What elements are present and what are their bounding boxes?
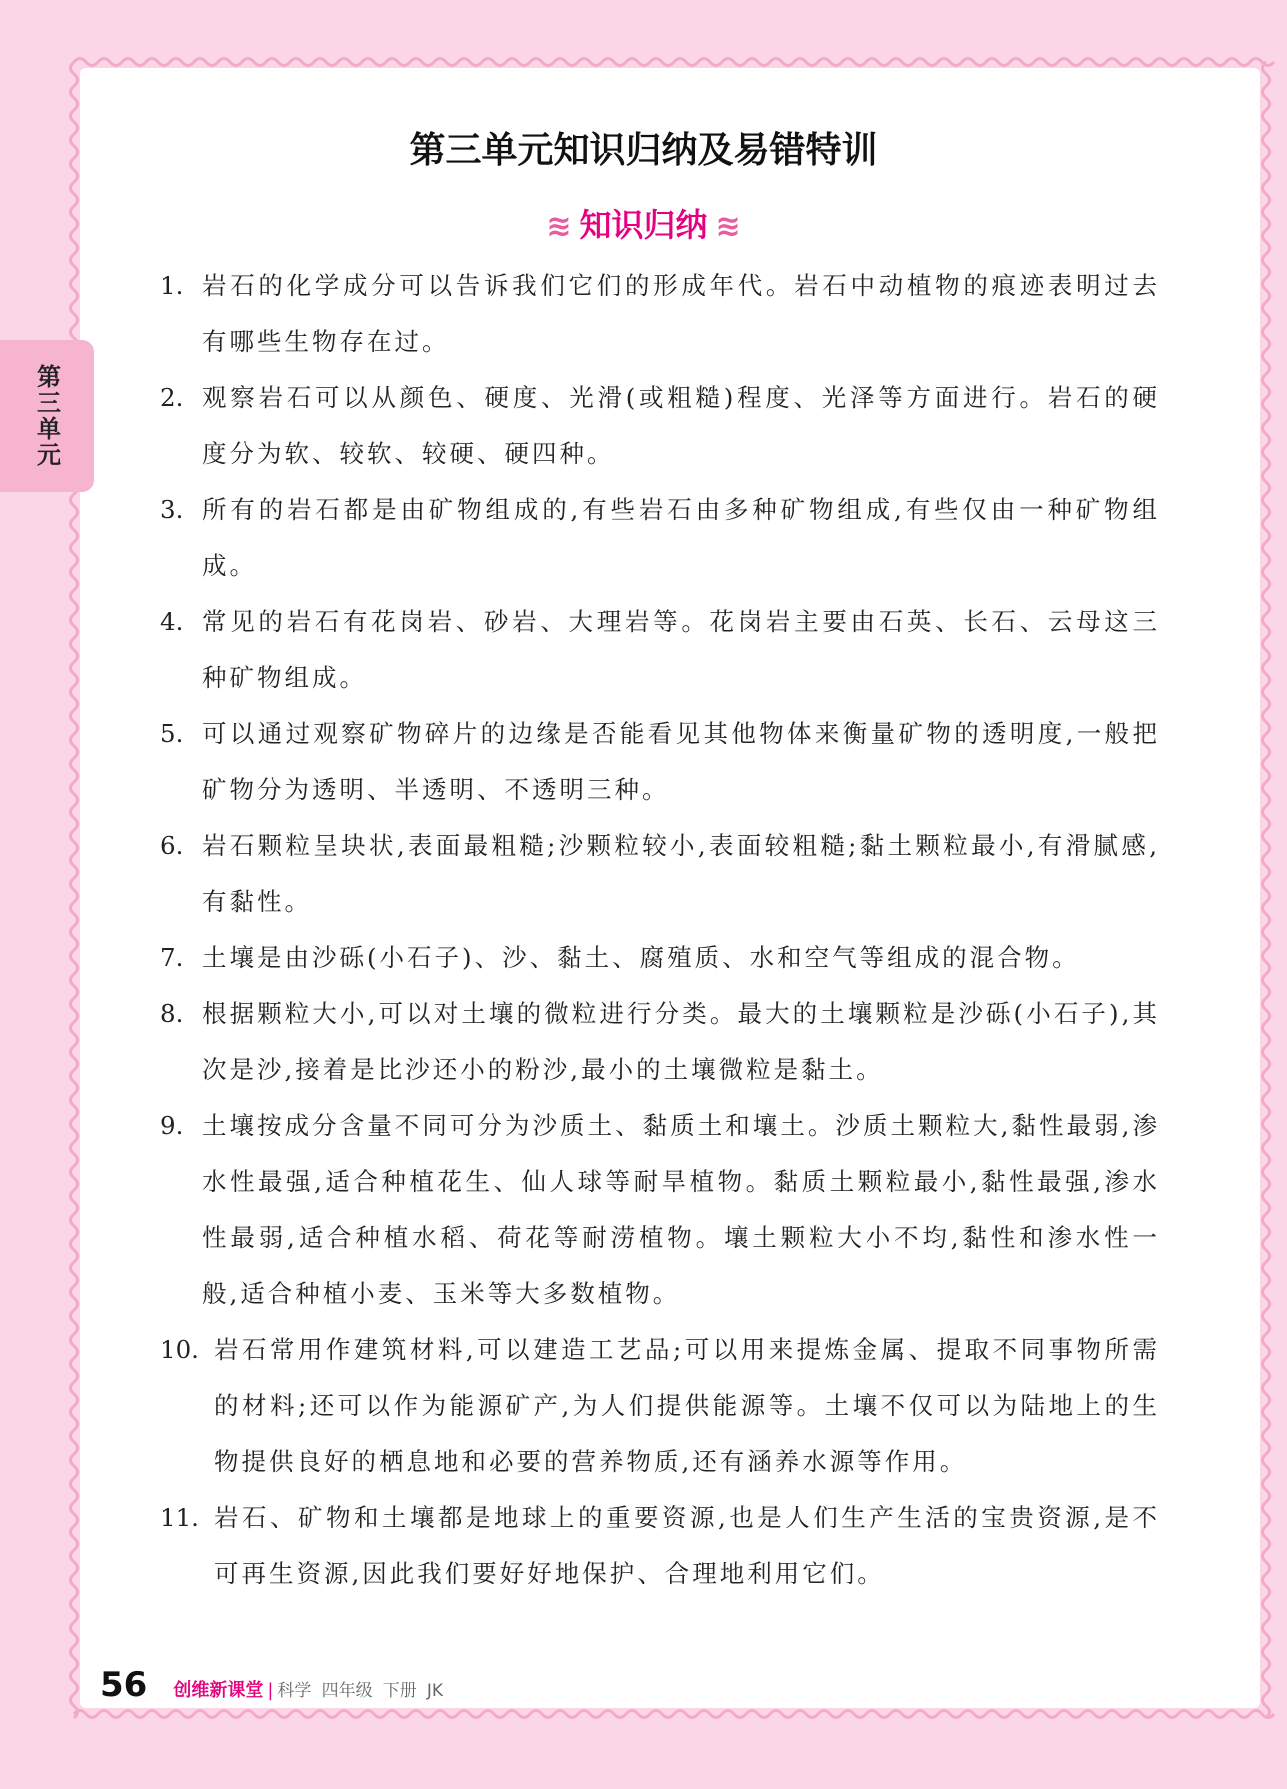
list-item bbox=[160, 706, 1160, 818]
item-text: 根据颗粒大小,可以对土壤的微粒进行分类。最大的土壤颗粒是沙砾(小石子),其次是沙,接着是比沙还小的粉沙,最小的土壤微粒是黏土。 bbox=[202, 999, 1160, 1084]
footer-brand: 创维新课堂 bbox=[173, 1680, 264, 1701]
footer-volume: 下册 bbox=[382, 1681, 417, 1701]
item-number: 2. bbox=[160, 383, 184, 412]
list-item bbox=[160, 1322, 1160, 1490]
list-item bbox=[160, 1098, 1160, 1322]
item-text: 常见的岩石有花岗岩、砂岩、大理岩等。花岗岩主要由石英、长石、云母这三种矿物组成。 bbox=[202, 607, 1160, 692]
list-item bbox=[160, 986, 1160, 1098]
item-text: 所有的岩石都是由矿物组成的,有些岩石由多种矿物组成,有些仅由一种矿物组成。 bbox=[202, 495, 1160, 580]
page-footer bbox=[100, 1665, 443, 1705]
wave-decoration-right-icon: ≋ bbox=[715, 209, 741, 244]
item-number: 8. bbox=[160, 999, 184, 1028]
item-number: 3. bbox=[160, 495, 184, 524]
item-text: 岩石、矿物和土壤都是地球上的重要资源,也是人们生产生活的宝贵资源,是不可再生资源,因此我们要好好地保护、合理地利用它们。 bbox=[214, 1503, 1160, 1588]
item-text: 土壤按成分含量不同可分为沙质土、黏质土和壤土。沙质土颗粒大,黏性最弱,渗水性最强,适合种植花生、仙人球等耐旱植物。黏质土颗粒最小,黏性最强,渗水性最弱,适合种植水稻、荷花等耐涝植物。壤土颗粒大小不均,黏性和渗水性一般,适合种植小麦、玉米等大多数植物。 bbox=[202, 1111, 1160, 1308]
knowledge-list bbox=[160, 258, 1160, 1602]
item-number: 10. bbox=[160, 1335, 199, 1364]
item-number: 7. bbox=[160, 943, 184, 972]
item-text: 岩石常用作建筑材料,可以建造工艺品;可以用来提炼金属、提取不同事物所需的材料;还可以作为能源矿产,为人们提供能源等。土壤不仅可以为陆地上的生物提供良好的栖息地和必要的营养物质,还有涵养水源等作用。 bbox=[214, 1335, 1160, 1476]
section-heading-label: 知识归纳 bbox=[579, 206, 708, 244]
item-number: 5. bbox=[160, 719, 184, 748]
footer-grade: 四年级 bbox=[321, 1681, 373, 1701]
item-number: 9. bbox=[160, 1111, 184, 1140]
footer-edition: JK bbox=[426, 1681, 444, 1701]
page-title: 第三单元知识归纳及易错特训 bbox=[409, 130, 878, 171]
list-item bbox=[160, 594, 1160, 706]
item-number: 6. bbox=[160, 831, 184, 860]
list-item bbox=[160, 818, 1160, 930]
list-item bbox=[160, 258, 1160, 370]
footer-separator: | bbox=[267, 1680, 274, 1701]
item-text: 土壤是由沙砾(小石子)、沙、黏土、腐殖质、水和空气等组成的混合物。 bbox=[202, 943, 1080, 972]
unit-side-tab-label: 第三单元 bbox=[32, 364, 61, 468]
item-number: 11. bbox=[160, 1503, 199, 1532]
item-number: 4. bbox=[160, 607, 184, 636]
item-text: 观察岩石可以从颜色、硬度、光滑(或粗糙)程度、光泽等方面进行。岩石的硬度分为软、较软、较硬、硬四种。 bbox=[202, 383, 1160, 468]
wave-decoration-left-icon: ≋ bbox=[546, 209, 572, 244]
footer-subject: 科学 bbox=[277, 1681, 312, 1701]
list-item bbox=[160, 1490, 1160, 1602]
item-number: 1. bbox=[160, 271, 184, 300]
page-number: 56 bbox=[100, 1665, 148, 1705]
list-item bbox=[160, 482, 1160, 594]
list-item bbox=[160, 370, 1160, 482]
list-item bbox=[160, 930, 1160, 986]
item-text: 岩石的化学成分可以告诉我们它们的形成年代。岩石中动植物的痕迹表明过去有哪些生物存在过。 bbox=[202, 271, 1160, 356]
item-text: 可以通过观察矿物碎片的边缘是否能看见其他物体来衡量矿物的透明度,一般把矿物分为透明、半透明、不透明三种。 bbox=[202, 719, 1160, 804]
item-text: 岩石颗粒呈块状,表面最粗糙;沙颗粒较小,表面较粗糙;黏土颗粒最小,有滑腻感,有黏性。 bbox=[202, 831, 1160, 916]
section-heading bbox=[0, 200, 1287, 246]
unit-side-tab bbox=[0, 340, 94, 492]
